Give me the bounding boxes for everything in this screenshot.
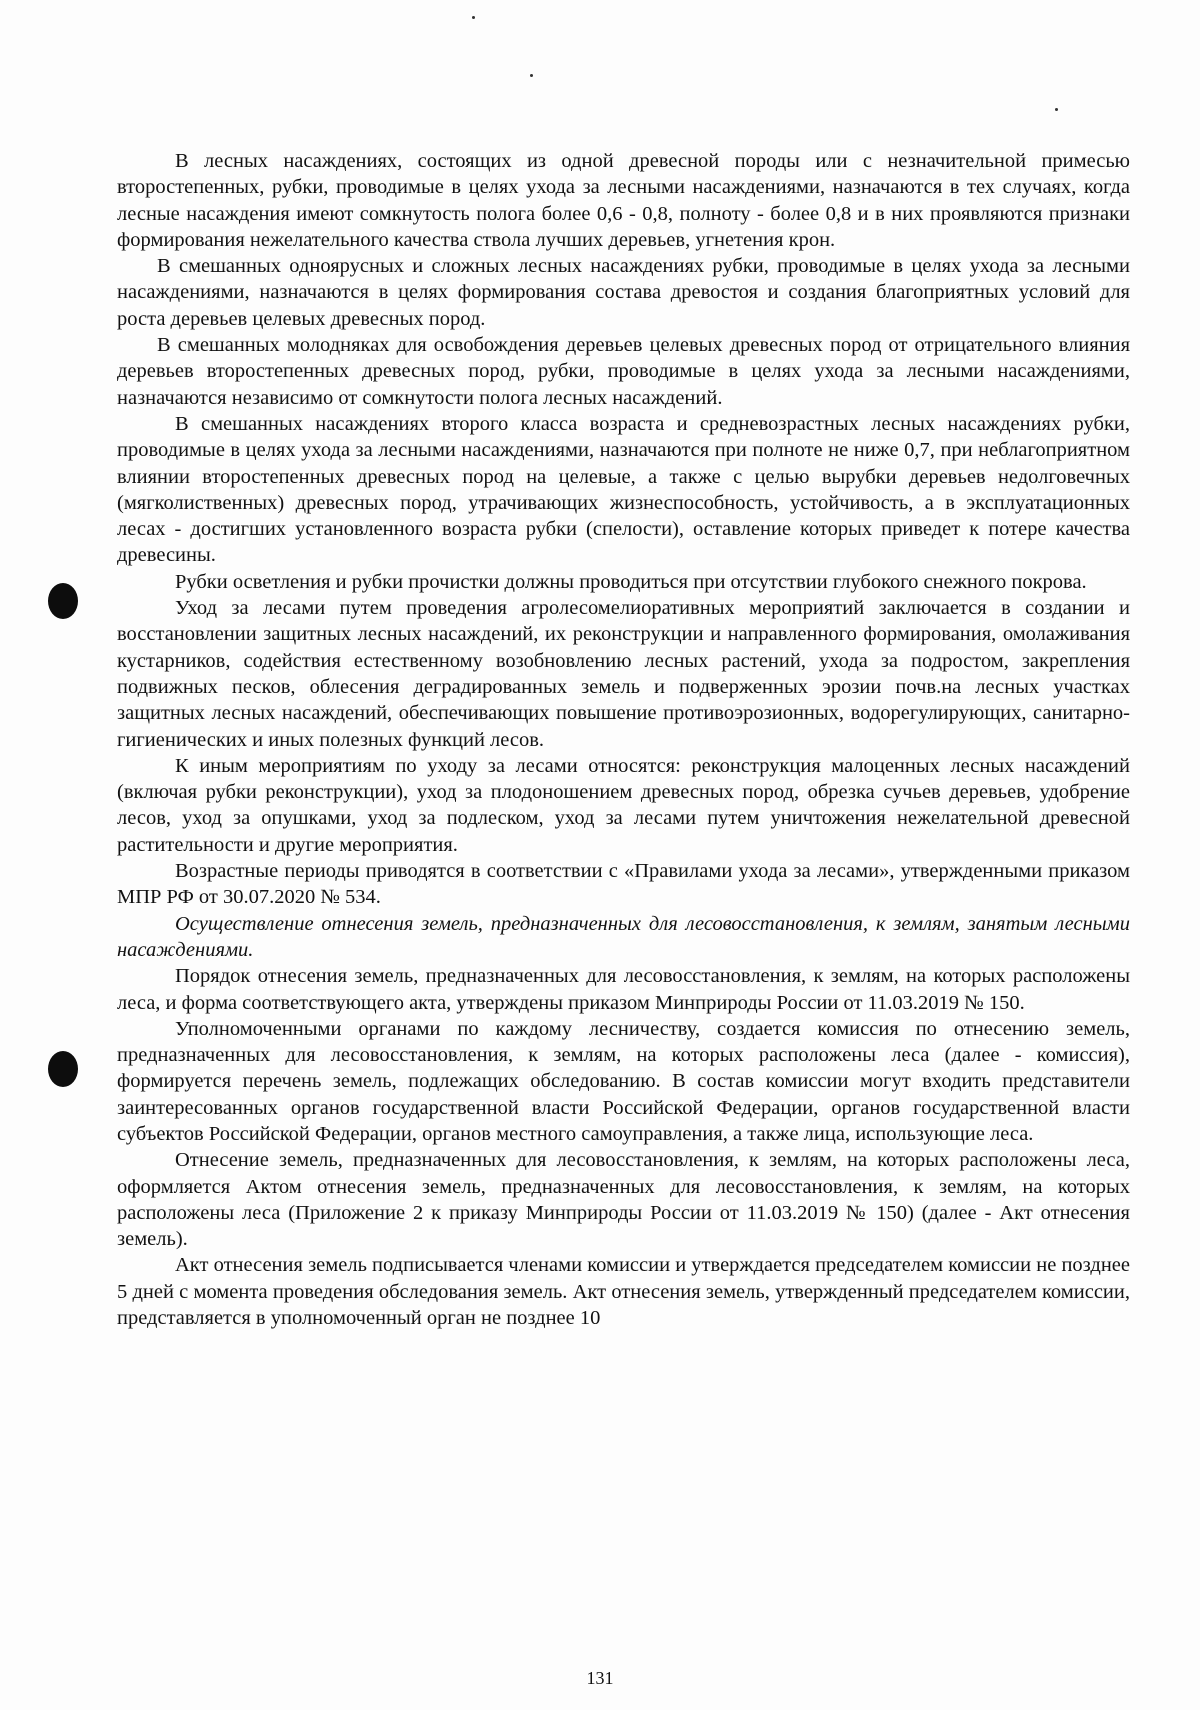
section-heading: Осуществление отнесения земель, предназначенных для лесовосстановления, к землям, занятым лесными насаждениями. bbox=[117, 912, 1130, 961]
scan-speck bbox=[1055, 108, 1058, 111]
paragraph: Уполномоченными органами по каждому лесничеству, создается комиссия по отнесению земель, предназначенных для лесовосстановления, к землям, на которых расположены леса (далее - комиссия), формируется перечень земель, подлежащих обследованию. В состав комиссии могут входить представители заинтересованных органов государственной власти Российской Федерации, органов государственной власти субъектов Российской Федерации, органов местного самоуправления, а также лица, использующие леса. bbox=[117, 1017, 1130, 1145]
paragraph: Уход за лесами путем проведения агролесомелиоративных мероприятий заключается в создании и восстановлении защитных лесных насаждений, их реконструкции и направленного формирования, омолаживания кустарников, содействия естественному возобновлению лесных растений, ухода за подростом, закрепления подвижных песков, облесения деградированных земель и подверженных эрозии почв.на лесных участках защитных лесных насаждений, обеспечивающих повышение противоэрозионных, водорегулирующих, санитарно-гигиенических и иных полезных функций лесов. bbox=[117, 597, 1130, 751]
paragraph: Порядок отнесения земель, предназначенных для лесовосстановления, к землям, на которых расположены леса, и форма соответствующего акта, утверждены приказом Минприроды России от 11.03.2019 № 150. bbox=[117, 965, 1130, 1014]
page-number: 131 bbox=[586, 1668, 614, 1688]
document-body bbox=[117, 148, 1130, 1331]
paragraph: Рубки осветления и рубки прочистки должны проводиться при отсутствии глубокого снежного покрова. bbox=[175, 570, 1087, 593]
paragraph: В смешанных одноярусных и сложных лесных насаждениях рубки, проводимые в целях ухода за лесными насаждениями, назначаются в целях формирования состава древостоя и создания благоприятных условий для роста деревьев целевых древесных пород. bbox=[117, 255, 1130, 330]
paragraph: Возрастные периоды приводятся в соответствии с «Правилами ухода за лесами», утвержденными приказом МПР РФ от 30.07.2020 № 534. bbox=[117, 860, 1130, 909]
paragraph: Акт отнесения земель подписывается членами комиссии и утверждается председателем комиссии не позднее 5 дней с момента проведения обследования земель. Акт отнесения земель, утвержденный председателем комиссии, представляется в уполномоченный орган не позднее 10 bbox=[117, 1254, 1130, 1330]
paragraph: В смешанных молодняках для освобождения деревьев целевых древесных пород от отрицательного влияния деревьев второстепенных древесных пород, рубки, проводимые в целях ухода за лесными насаждениями, назначаются независимо от сомкнутости полога лесных насаждений. bbox=[117, 334, 1130, 409]
scan-speck bbox=[530, 74, 533, 77]
paragraph: В смешанных насаждениях второго класса возраста и средневозрастных лесных насаждениях рубки, проводимые в целях ухода за лесными насаждениями, назначаются при полноте не ниже 0,7, при неблагоприятном влиянии второстепенных древесных пород на целевые, а также с целью вырубки деревьев недолговечных (мягколиственных) древесных пород, утрачивающих жизнеспособность, устойчивость, а в эксплуатационных лесах - достигших установленного возраста рубки (спелости), оставление которых приведет к потере качества древесины. bbox=[117, 412, 1130, 567]
paragraph: Отнесение земель, предназначенных для лесовосстановления, к землям, на которых расположены леса, оформляется Актом отнесения земель, предназначенных для лесовосстановления, к землям, на которых расположены леса (Приложение 2 к приказу Минприроды России от 11.03.2019 № 150) (далее - Акт отнесения земель). bbox=[117, 1149, 1130, 1251]
punch-hole-mark bbox=[48, 583, 78, 619]
paragraph: К иным мероприятиям по уходу за лесами относятся: реконструкция малоценных лесных насаждений (включая рубки реконструкции), уход за плодоношением древесных пород, обрезка сучьев деревьев, удобрение лесов, уход за опушками, уход за подлеском, уход за лесами путем уничтожения нежелательной древесной растительности и другие мероприятия. bbox=[117, 754, 1130, 856]
paragraph: В лесных насаждениях, состоящих из одной древесной породы или с незначительной примесью второстепенных, рубки, проводимые в целях ухода за лесными насаждениями, назначаются в тех случаях, когда лесные насаждения имеют сомкнутость полога более 0,6 - 0,8, полноту - более 0,8 и в них проявляются признаки формирования нежелательного качества ствола лучших деревьев, угнетения крон. bbox=[117, 150, 1130, 251]
scan-speck bbox=[472, 16, 475, 19]
punch-hole-mark bbox=[48, 1051, 78, 1087]
